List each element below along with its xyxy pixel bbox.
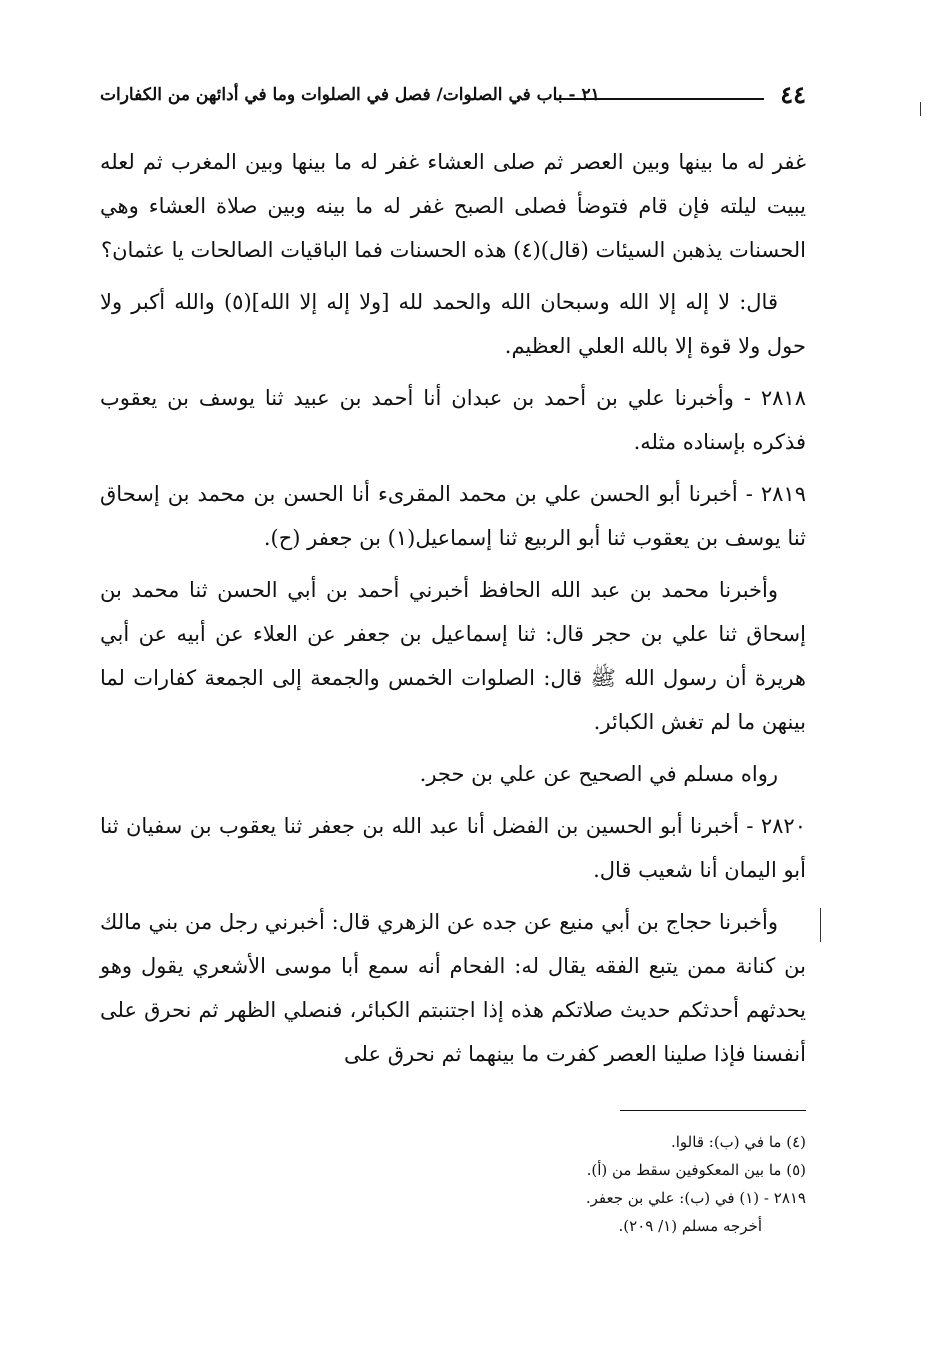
main-text — [100, 140, 806, 1084]
hadith-2818: ٢٨١٨ - وأخبرنا علي بن أحمد بن عبدان أنا أحمد بن عبيد ثنا يوسف بن يعقوب فذكره بإسناده مثله. — [100, 386, 806, 454]
hadith-2819: ٢٨١٩ - أخبرنا أبو الحسن علي بن محمد المقرىء أنا الحسن بن محمد بن إسحاق ثنا يوسف بن يعقوب ثنا أبو الربيع ثنا إسماعيل(١) بن جعفر (ح). — [100, 482, 806, 550]
footnote-2819-1: ٢٨١٩ - (١) في (ب): علي بن جعفر. — [585, 1189, 806, 1207]
hadith-2820-second-chain: وأخبرنا حجاج بن أبي منيع عن جده عن الزهري قال: أخبرني رجل من بني مالك بن كنانة ممن يتبع الفقه يقال له: الفحام أنه سمع أبا موسى الأشعري يقول وهو يحدثهم أحدثكم حديث صلاتكم هذه إذا اجتنبتم الكبائر، فنصلي الظهر ثم نحرق على أنفسنا فإذا صلينا العصر كفرت ما بينهما ثم نحرق على — [100, 910, 806, 1066]
margin-mark — [920, 102, 921, 116]
paragraph-continuation: غفر له ما بينها وبين العصر ثم صلى العشاء غفر له ما بينها وبين المغرب ثم لعله يبيت ليلته فإن قام فتوضأ فصلى الصبح غفر له ما بينه وبين صلاة العشاء وهي الحسنات يذهبن السيئات (قال)(٤) هذه الحسنات فما الباقيات الصالحات يا عثمان؟ — [100, 150, 806, 262]
footnote-4: (٤) ما في (ب): قالوا. — [671, 1133, 806, 1151]
page-header — [100, 78, 806, 112]
footnote-2819-takhrij: أخرجه مسلم (١/ ٢٠٩). — [618, 1217, 762, 1235]
hadith-2820: ٢٨٢٠ - أخبرنا أبو الحسين بن الفضل أنا عبد الله بن جعفر ثنا يعقوب بن سفيان ثنا أبو اليمان أنا شعيب قال. — [100, 814, 806, 882]
footnote-separator — [620, 1110, 806, 1111]
margin-line — [820, 908, 821, 942]
muslim-attribution: رواه مسلم في الصحيح عن علي بن حجر. — [419, 762, 778, 786]
footnotes — [400, 1128, 806, 1240]
paragraph-tasbih: قال: لا إله إلا الله وسبحان الله والحمد لله [ولا إله إلا الله](٥) والله أكبر ولا حول ولا قوة إلا بالله العلي العظيم. — [100, 290, 806, 358]
hadith-2819-second-chain: وأخبرنا محمد بن عبد الله الحافظ أخبرني أحمد بن أبي الحسن ثنا محمد بن إسحاق ثنا علي بن حجر قال: ثنا إسماعيل بن جعفر عن العلاء عن أبيه عن أبي هريرة أن رسول الله ﷺ قال: الصلوات الخمس والجمعة إلى الجمعة كفارات لما بينهن ما لم تغش الكبائر. — [100, 578, 806, 734]
running-title: ٢١ - باب في الصلوات/ فصل في الصلوات وما في أدائهن من الكفارات — [100, 85, 600, 105]
page-number: ٤٤ — [780, 80, 806, 109]
footnote-5: (٥) ما بين المعكوفين سقط من (أ). — [586, 1161, 806, 1179]
